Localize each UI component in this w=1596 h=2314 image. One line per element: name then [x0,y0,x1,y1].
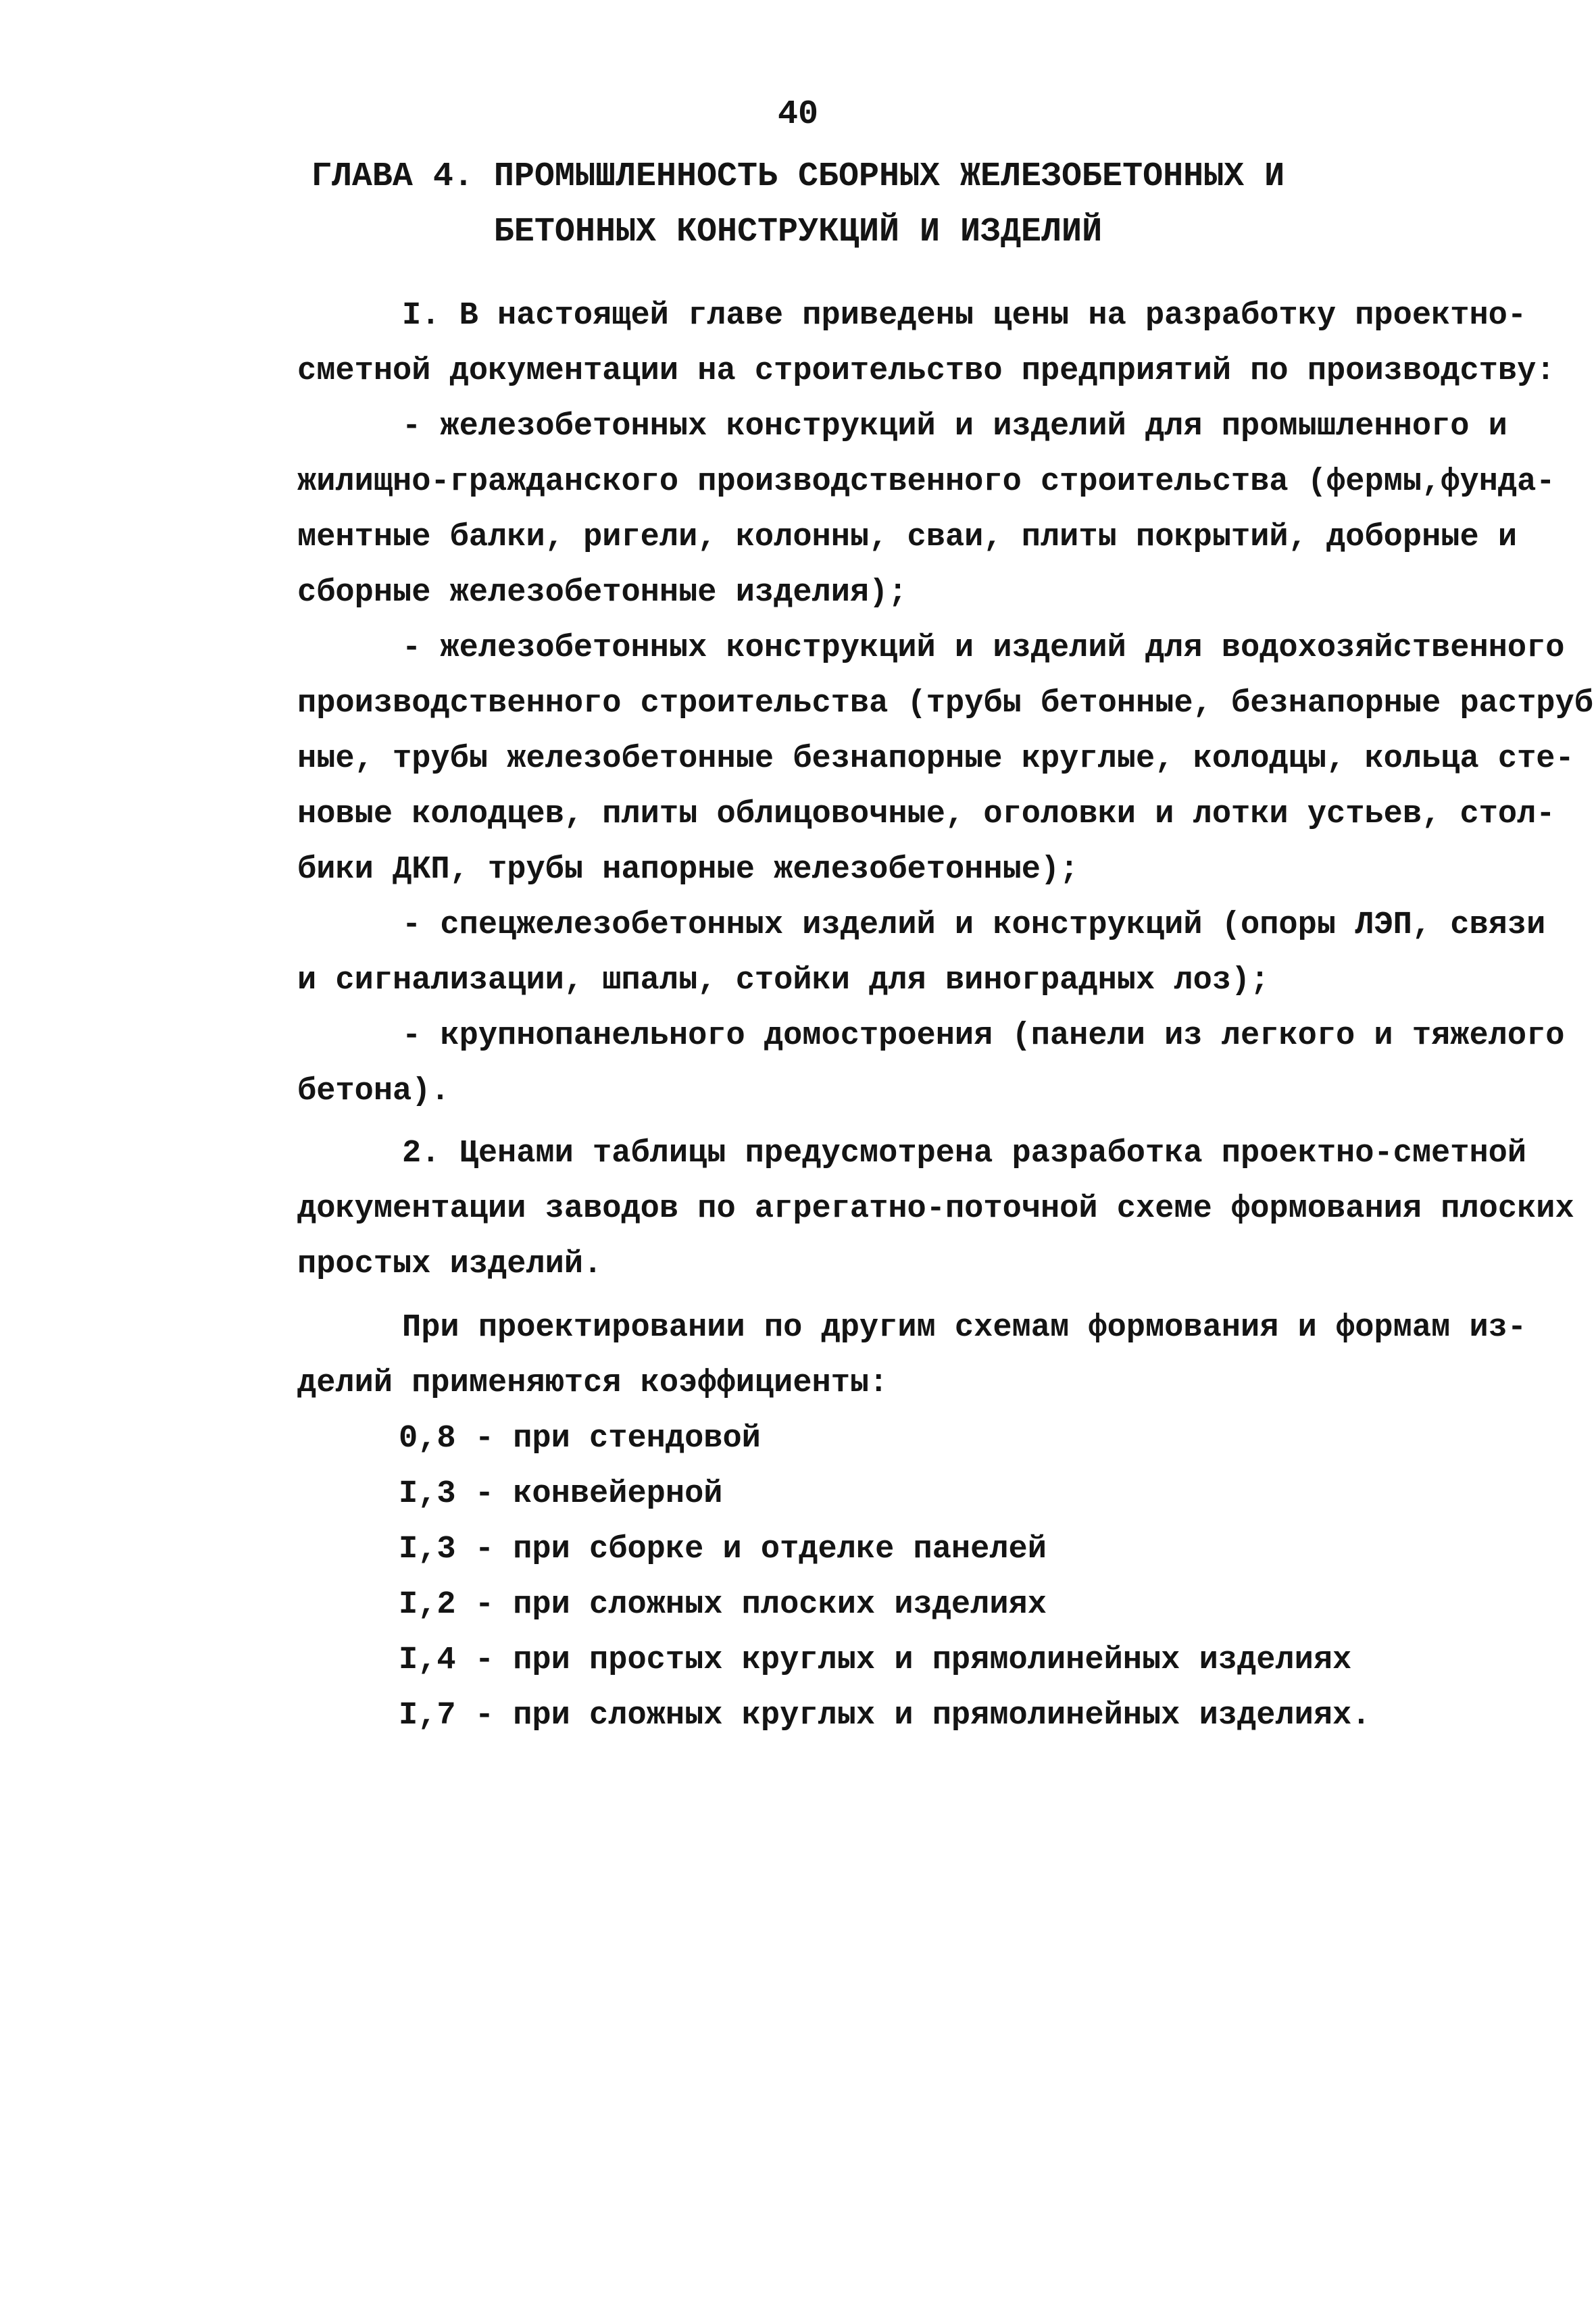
coefficient-item: 0,8 - при стендовой [399,1421,761,1457]
body-line: и сигнализации, шпалы, стойки для виноградных лоз); [297,963,1270,999]
body-line: ментные балки, ригели, колонны, сваи, плиты покрытий, доборные и [297,520,1518,555]
coefficient-item: I,7 - при сложных круглых и прямолинейных изделиях. [399,1698,1371,1734]
body-line: - крупнопанельного домостроения (панели из легкого и тяжелого [402,1018,1565,1054]
body-line: I. В настоящей главе приведены цены на разработку проектно- [402,298,1527,334]
body-line: ные, трубы железобетонные безнапорные круглые, колодцы, кольца сте- [297,741,1574,777]
body-line: 2. Ценами таблицы предусмотрена разработка проектно-сметной [402,1136,1527,1172]
chapter-title-line-1: ГЛАВА 4. ПРОМЫШЛЕННОСТЬ СБОРНЫХ ЖЕЛЕЗОБЕТОННЫХ И [311,157,1285,196]
coefficient-item: I,3 - конвейерной [399,1476,723,1512]
coefficient-item: I,3 - при сборке и отделке панелей [399,1532,1047,1567]
body-line: сборные железобетонные изделия); [297,575,907,611]
body-line: новые колодцев, плиты облицовочные, оголовки и лотки устьев, стол- [297,797,1555,832]
body-line: - спецжелезобетонных изделий и конструкций (опоры ЛЭП, связи [402,907,1546,943]
body-line: простых изделий. [297,1247,603,1282]
body-line: При проектировании по другим схемам формования и формам из- [402,1310,1527,1346]
body-line: производственного строительства (трубы бетонные, безнапорные раструб [297,686,1593,722]
body-line: жилищно-гражданского производственного строительства (фермы,фунда- [297,464,1555,500]
coefficient-item: I,4 - при простых круглых и прямолинейных изделиях [399,1642,1352,1678]
body-line: сметной документации на строительство предприятий по производству: [297,353,1555,389]
page-number: 40 [777,95,818,134]
body-line: бики ДКП, трубы напорные железобетонные); [297,852,1079,888]
body-line: бетона). [297,1074,450,1109]
body-line: документации заводов по агрегатно-поточной схеме формования плоских [297,1191,1574,1227]
chapter-title-line-2: БЕТОННЫХ КОНСТРУКЦИЙ И ИЗДЕЛИЙ [493,213,1103,251]
body-line: делий применяются коэффициенты: [297,1365,889,1401]
body-line: - железобетонных конструкций и изделий для водохозяйственного [402,630,1565,666]
body-line: - железобетонных конструкций и изделий для промышленного и [402,409,1507,445]
coefficient-item: I,2 - при сложных плоских изделиях [399,1587,1047,1623]
